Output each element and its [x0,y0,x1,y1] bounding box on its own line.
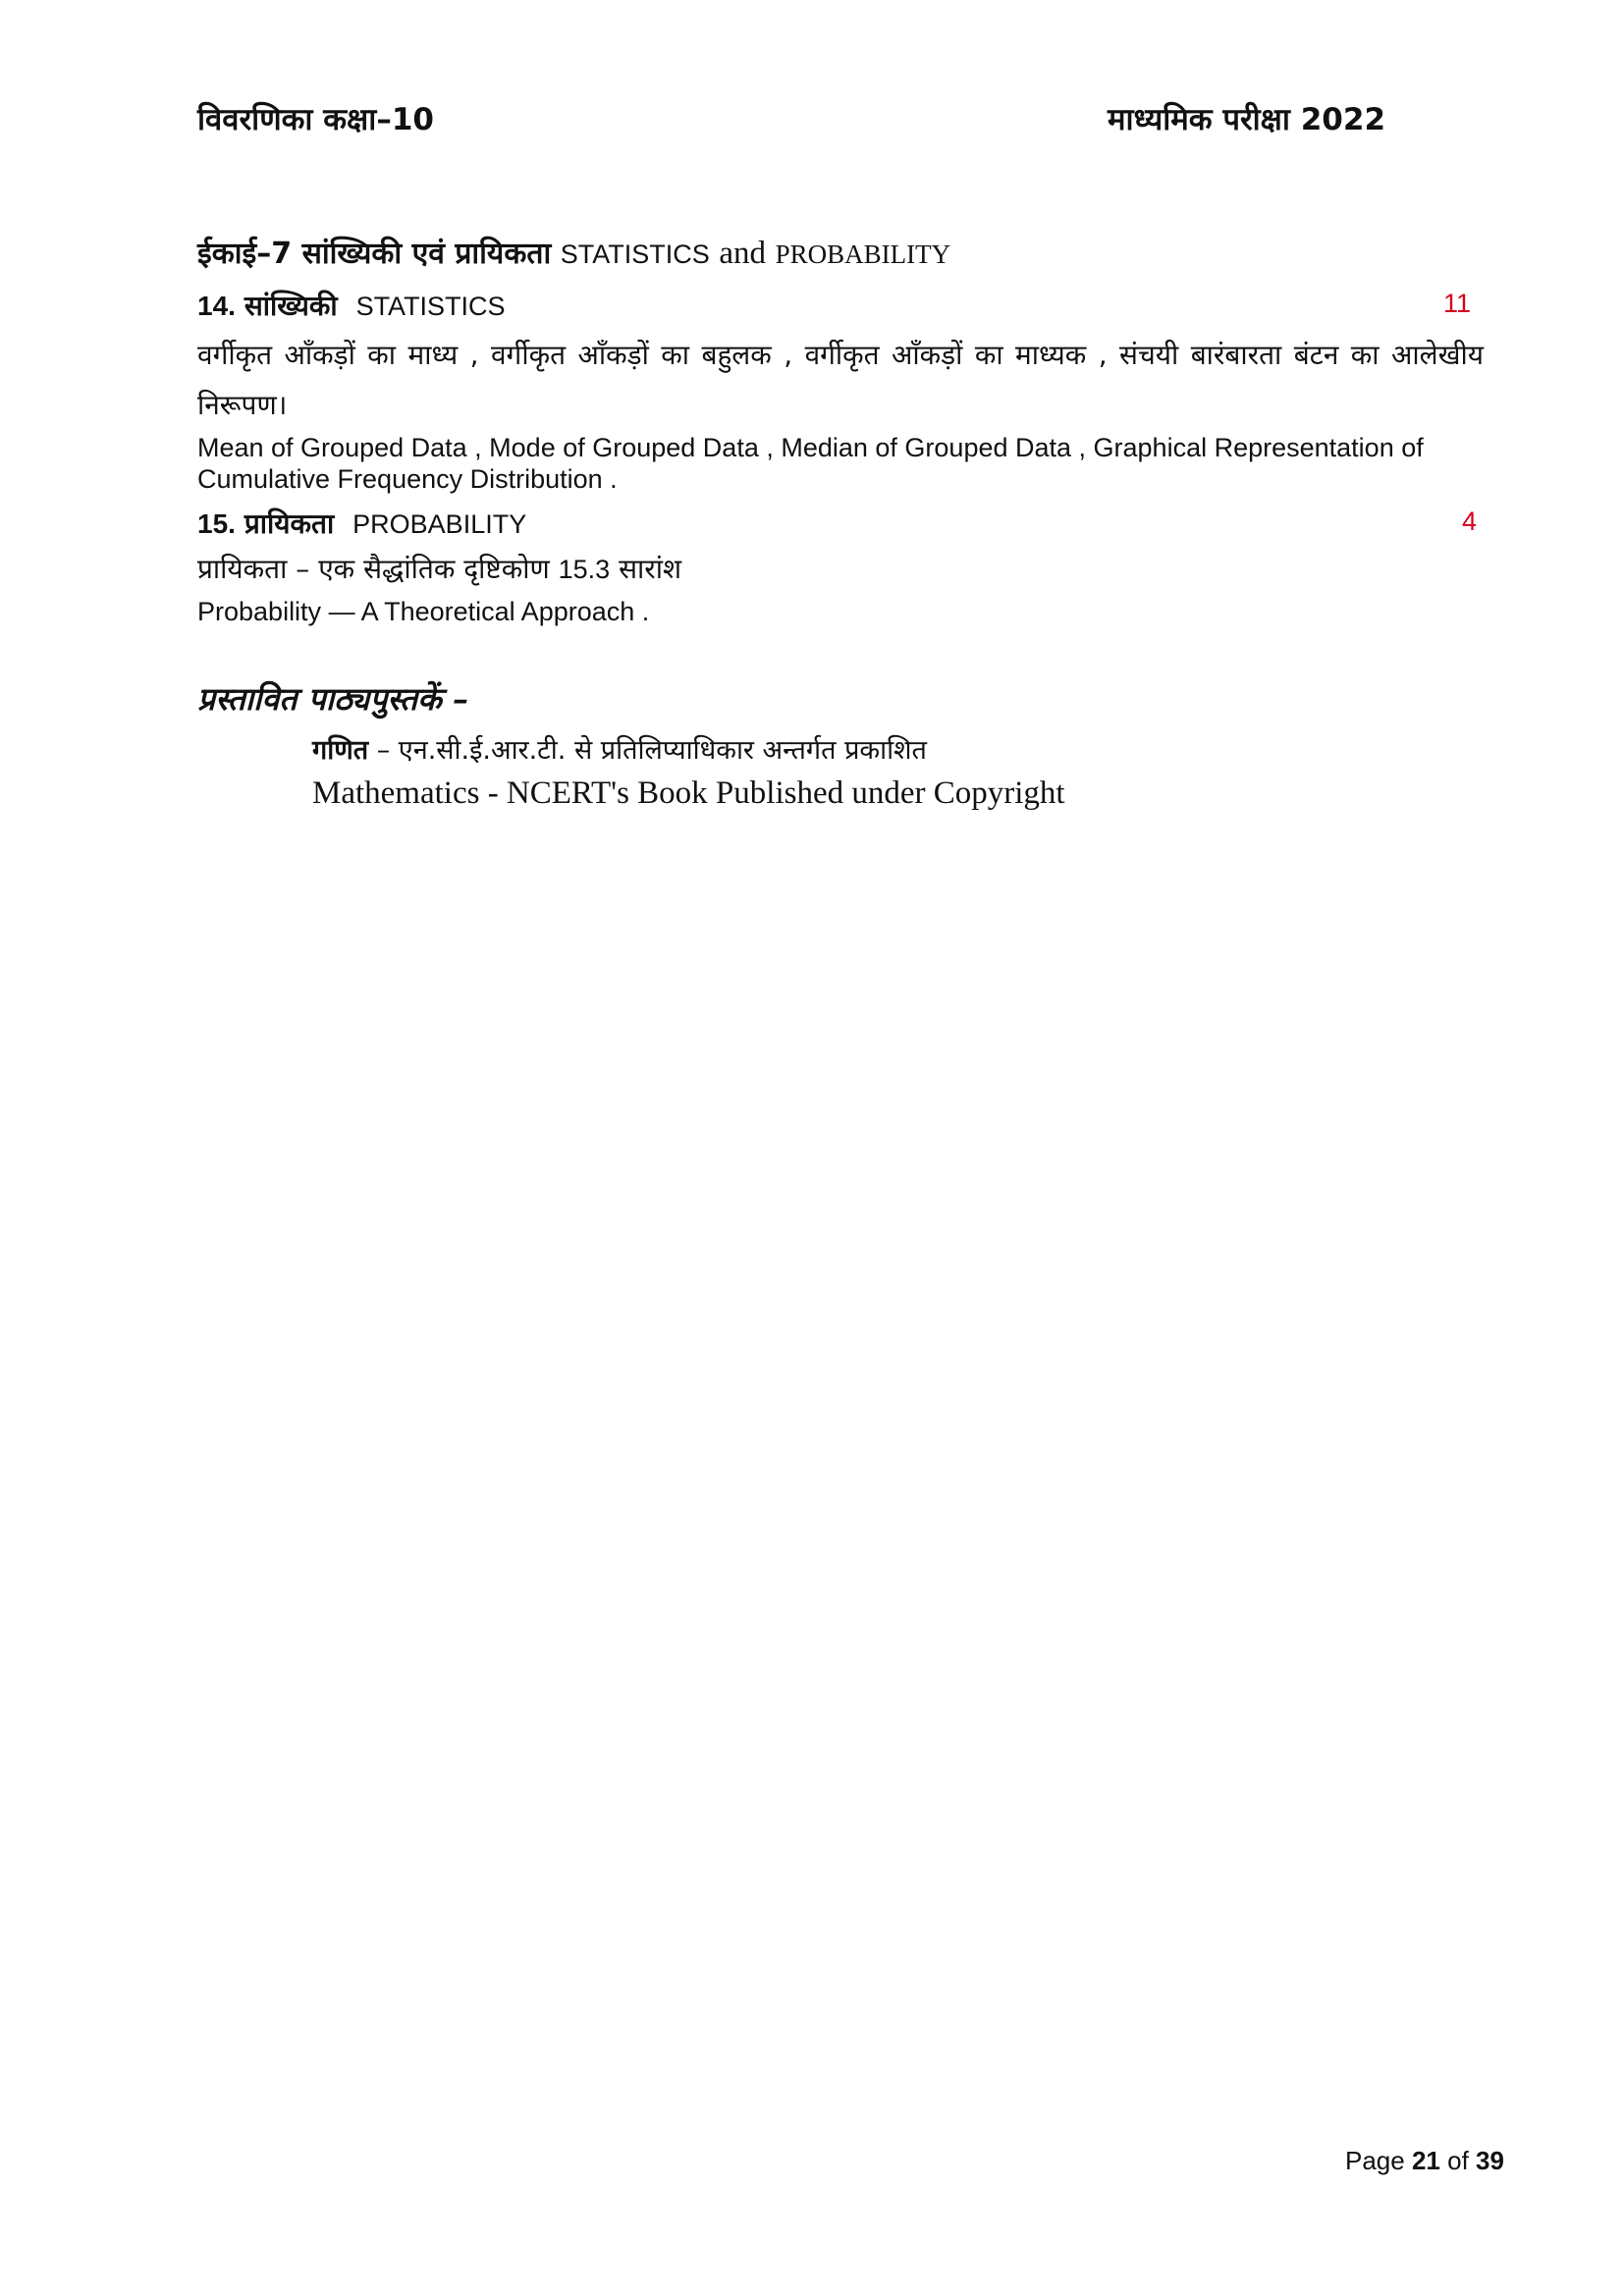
unit-title-hindi: ईकाई–7 सांख्यिकी एवं प्रायिकता [197,237,552,271]
page-of-word: of [1447,2146,1469,2175]
header-right-title: माध्यमिक परीक्षा 2022 [1108,102,1386,137]
unit-title-english-2: PROBABILITY [775,240,951,269]
section-15-number: 15. [197,508,236,539]
section-15-hindi-text-num: 15.3 [558,555,611,584]
section-14-english-title: STATISTICS [355,292,506,321]
page-word: Page [1345,2146,1405,2175]
section-14-marks: 11 [1443,289,1472,318]
section-14-english-text: Mean of Grouped Data , Mode of Grouped Data , Median of Grouped Data , Graphical Representation of Cumulative Frequency Distribution . [197,433,1424,494]
section-15-marks: 4 [1462,507,1478,536]
textbook-hindi-desc: एन.सी.ई.आर.टी. से प्रतिलिप्याधिकार अन्तर्गत प्रकाशित [398,735,927,766]
section-14-heading [197,287,506,324]
section-14-hindi-text: वर्गीकृत आँकड़ों का माध्य , वर्गीकृत आँकड़ों का बहुलक , वर्गीकृत आँकड़ों का माध्यक , संचयी बारंबारता बंटन का आलेखीय निरूपण। [197,339,1484,421]
page-current: 21 [1411,2146,1440,2175]
section-14-hindi-title: सांख्यिकी [244,290,338,322]
section-15-hindi-text-a: प्रायिकता – एक सैद्धांतिक दृष्टिकोण [197,553,550,585]
section-15-heading [197,505,526,542]
page-total: 39 [1476,2146,1504,2175]
proposed-textbooks-heading: प्रस्तावित पाठ्यपुस्तकें – [197,680,468,718]
unit-title [197,232,950,272]
section-15-english-title: PROBABILITY [352,509,527,539]
textbook-hindi-line [312,730,927,767]
textbook-subject: गणित [312,735,369,766]
unit-title-and: and [719,236,767,271]
section-15-hindi-text-b: सारांश [619,553,682,585]
unit-title-english-1: STATISTICS [560,240,710,269]
section-15-english-text: Probability — A Theoretical Approach . [197,597,650,626]
textbook-dash: – [376,735,391,766]
textbook-english-line: Mathematics - NCERT's Book Published under Copyright [312,775,1065,811]
page-number [1345,2146,1504,2176]
section-15-hindi-title: प्रायिकता [244,507,335,540]
section-14-number: 14. [197,291,236,321]
header-left-title: विवरणिका कक्षा–10 [197,102,434,137]
section-15-hindi-text [197,550,681,587]
